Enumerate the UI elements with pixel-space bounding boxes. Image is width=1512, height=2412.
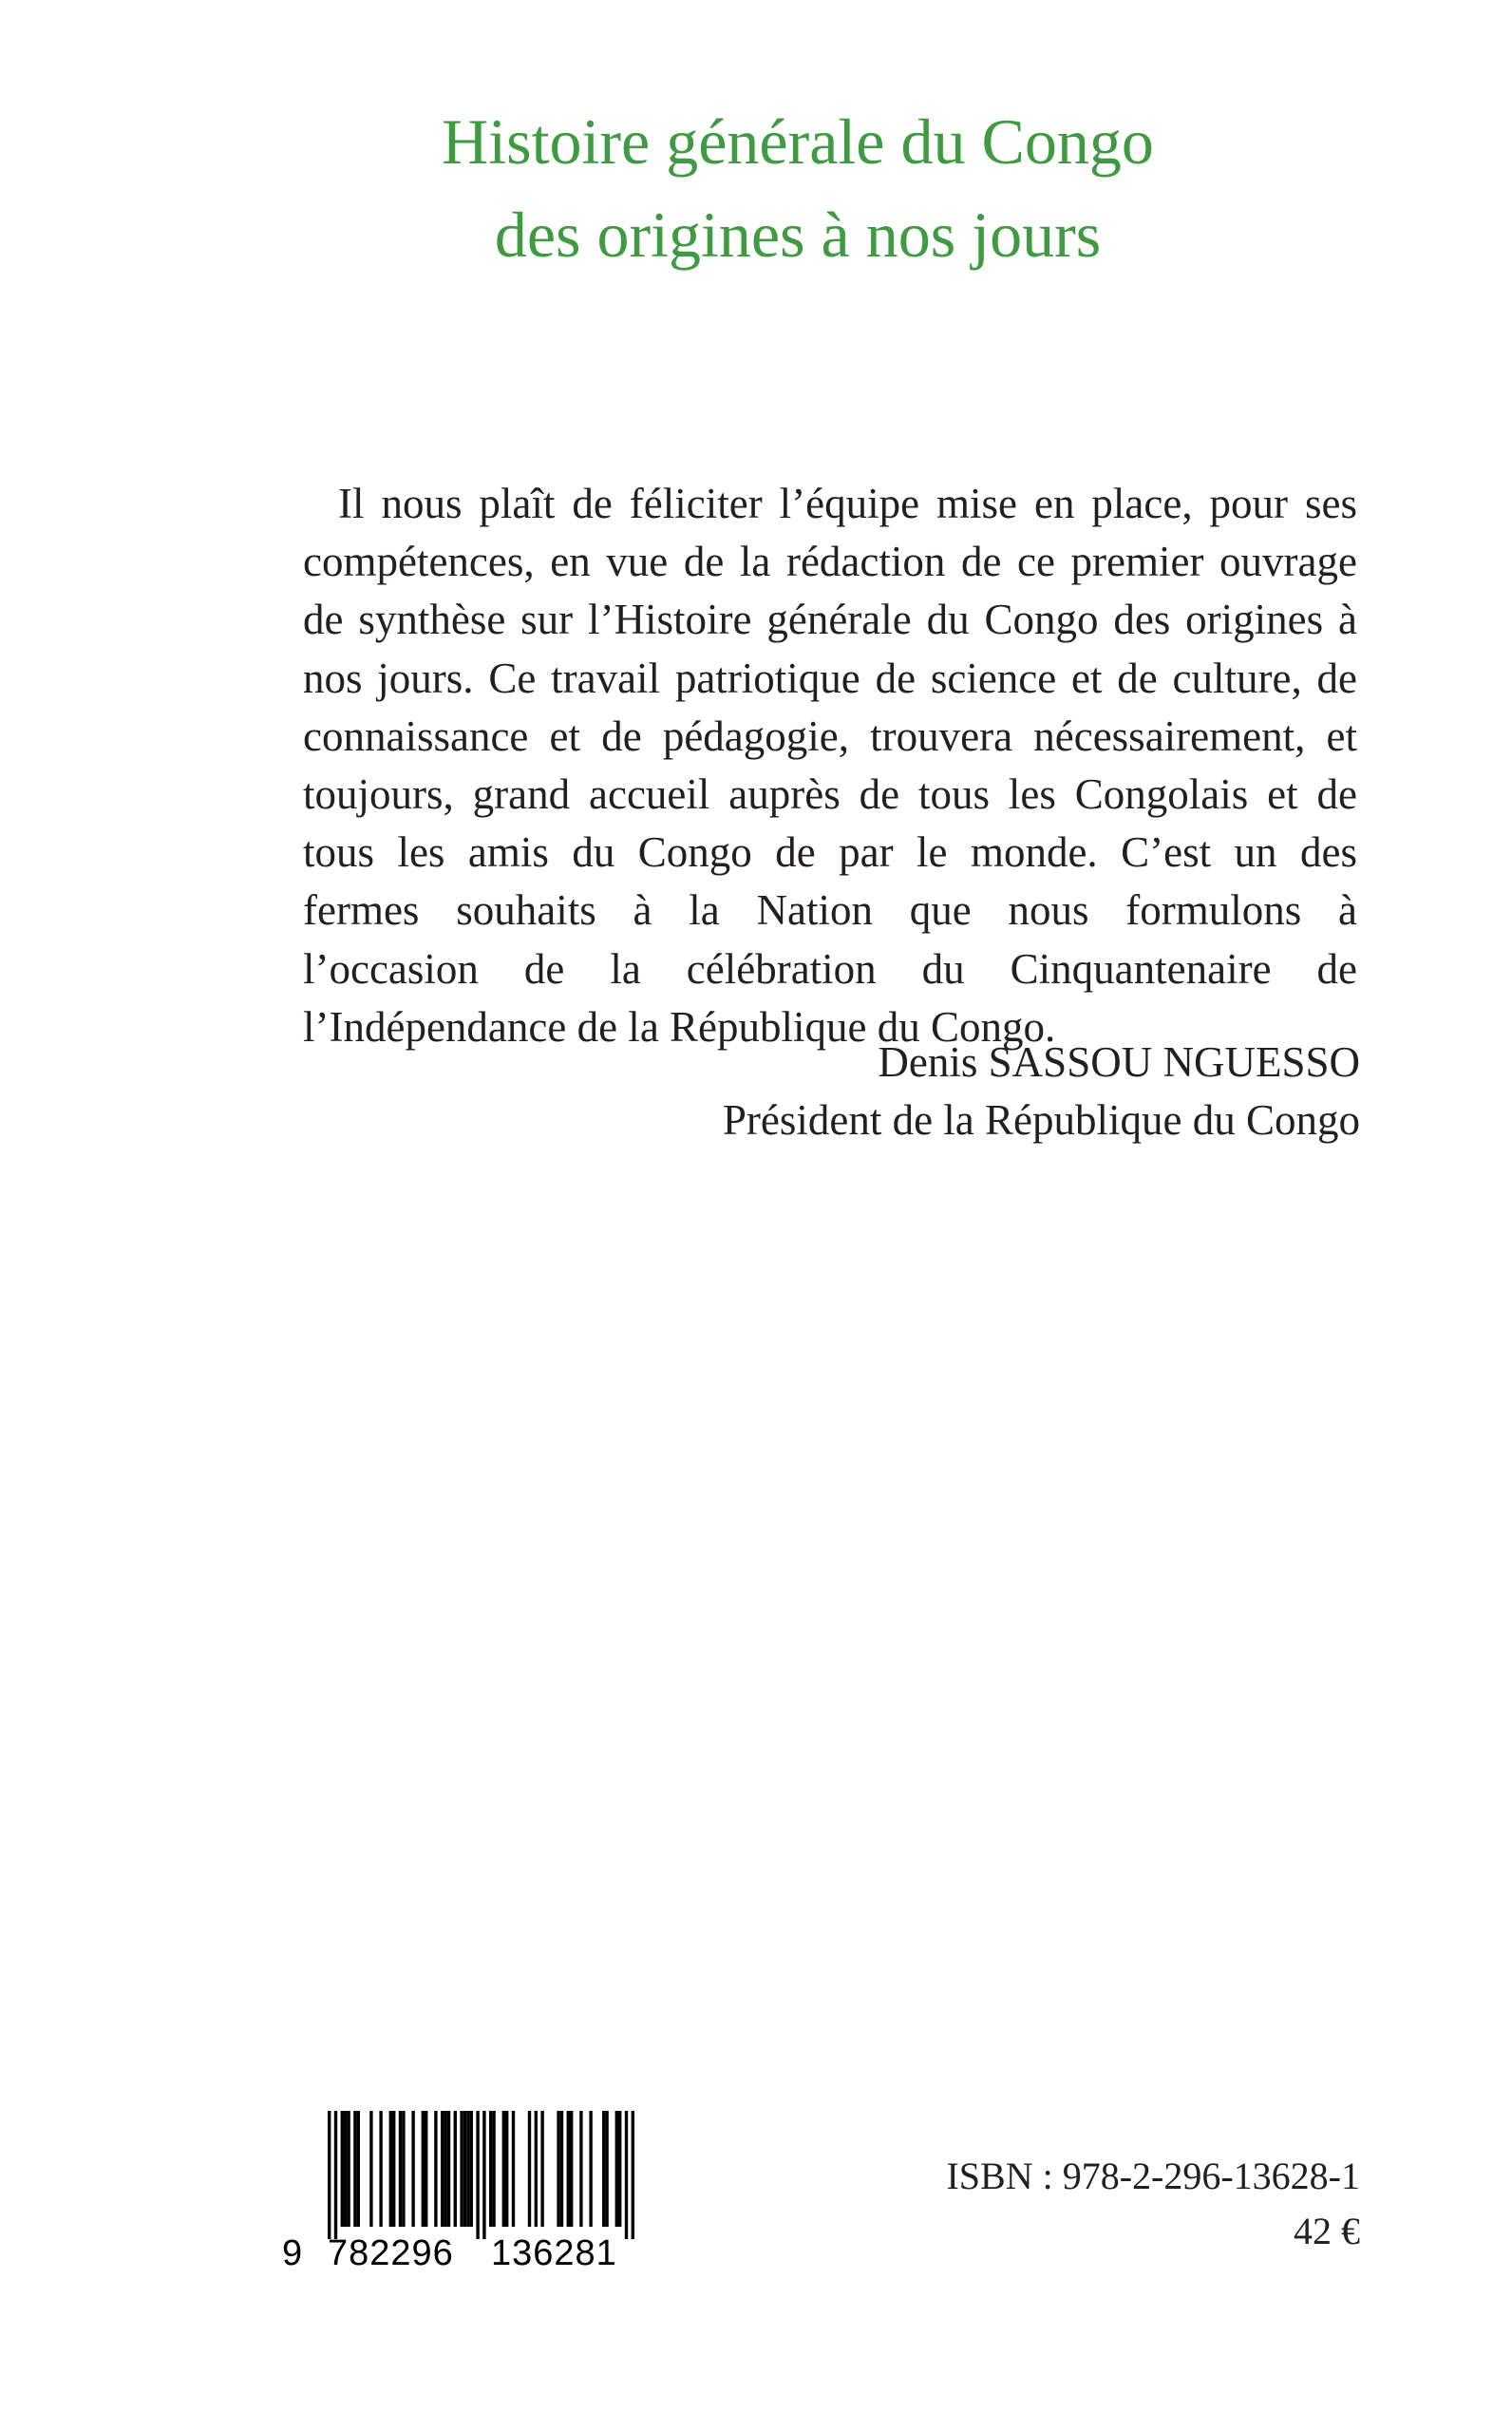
barcode-guard-bar <box>334 2111 337 2239</box>
barcode-bar <box>357 2111 360 2227</box>
text-line: toujours, grand accueil auprès de tous les Congolais et de <box>303 769 1357 818</box>
barcode-bar <box>512 2111 515 2227</box>
barcode-bar <box>463 2111 466 2227</box>
text-line: Il nous plaît de féliciter l’équipe mise en place, pour ses <box>338 480 1357 527</box>
barcode-bar <box>399 2111 402 2227</box>
barcode-bar <box>441 2111 444 2227</box>
barcode-bar <box>460 2111 463 2227</box>
barcode-bar <box>615 2111 618 2227</box>
text-line: l’occasion de la célébration du Cinquantenaire de <box>303 944 1357 993</box>
title-line-2: des origines à nos jours <box>494 199 1102 271</box>
barcode-bar <box>492 2111 495 2227</box>
barcode-bar <box>489 2111 492 2227</box>
barcode-first-digit: 9 <box>282 2233 303 2273</box>
signature-block <box>723 1034 1360 1149</box>
barcode-bar <box>369 2111 372 2227</box>
barcode-bar <box>502 2111 505 2227</box>
barcode-bar <box>470 2111 473 2227</box>
barcode-guard-bar <box>632 2111 634 2239</box>
barcode <box>282 2111 635 2273</box>
text-line: nos jours. Ce travail patriotique de science et de culture, de <box>303 654 1357 702</box>
barcode-bar <box>570 2111 573 2227</box>
signatory-role: Président de la République du Congo <box>722 1096 1360 1144</box>
isbn-number: ISBN : 978-2-296-13628-1 <box>946 2155 1360 2197</box>
price: 42 € <box>1294 2210 1360 2252</box>
barcode-guard-bar <box>328 2111 331 2239</box>
barcode-bar <box>425 2111 427 2227</box>
barcode-bar <box>557 2111 559 2227</box>
barcode-bar <box>341 2111 344 2227</box>
barcode-bar <box>466 2111 469 2227</box>
barcode-guard-bar <box>625 2111 628 2239</box>
barcode-bar <box>567 2111 570 2227</box>
title-line-1: Histoire générale du Congo <box>442 105 1154 178</box>
barcode-bar <box>402 2111 405 2227</box>
barcode-bar <box>447 2111 450 2227</box>
barcode-bar <box>618 2111 621 2227</box>
text-line: tous les amis du Congo de par le monde. C’est un des <box>303 828 1357 877</box>
text-line: compétences, en vue de la rédaction de ce premier ouvrage <box>303 538 1357 586</box>
barcode-guard-bar <box>482 2111 485 2239</box>
barcode-bar <box>389 2111 392 2227</box>
barcode-bar <box>454 2111 457 2227</box>
signatory-name: Denis SASSOU NGUESSO <box>878 1038 1360 1086</box>
barcode-bar <box>353 2111 356 2227</box>
barcode-bar <box>605 2111 608 2227</box>
barcode-bar <box>579 2111 582 2227</box>
barcode-bar <box>411 2111 414 2227</box>
barcode-bar <box>444 2111 446 2227</box>
barcode-right-group: 136281 <box>491 2233 617 2273</box>
text-line: connaissance et de pédagogie, trouvera nécessairement, et <box>303 712 1357 760</box>
isbn-block <box>946 2149 1360 2259</box>
back-cover-text <box>303 475 1357 1056</box>
barcode-bar <box>505 2111 508 2227</box>
text-line: l’Indépendance de la République du Congo. <box>303 1002 1056 1051</box>
text-line: de synthèse sur l’Histoire générale du Congo des origines à <box>303 596 1357 644</box>
barcode-bar <box>347 2111 350 2227</box>
barcode-bar <box>589 2111 592 2227</box>
barcode-bar <box>379 2111 382 2227</box>
barcode-bar <box>392 2111 395 2227</box>
barcode-bar <box>602 2111 605 2227</box>
text-line: fermes souhaits à la Nation que nous formulons à <box>303 886 1357 935</box>
barcode-bar <box>422 2111 425 2227</box>
barcode-bar <box>344 2111 347 2227</box>
barcode-bar <box>540 2111 543 2227</box>
barcode-bar <box>434 2111 437 2227</box>
barcode-bar <box>535 2111 538 2227</box>
barcode-bars <box>282 2111 635 2239</box>
barcode-left-group: 782296 <box>328 2233 454 2273</box>
book-title <box>285 95 1311 281</box>
barcode-bar <box>528 2111 531 2227</box>
barcode-bar <box>560 2111 563 2227</box>
barcode-guard-bar <box>476 2111 479 2239</box>
